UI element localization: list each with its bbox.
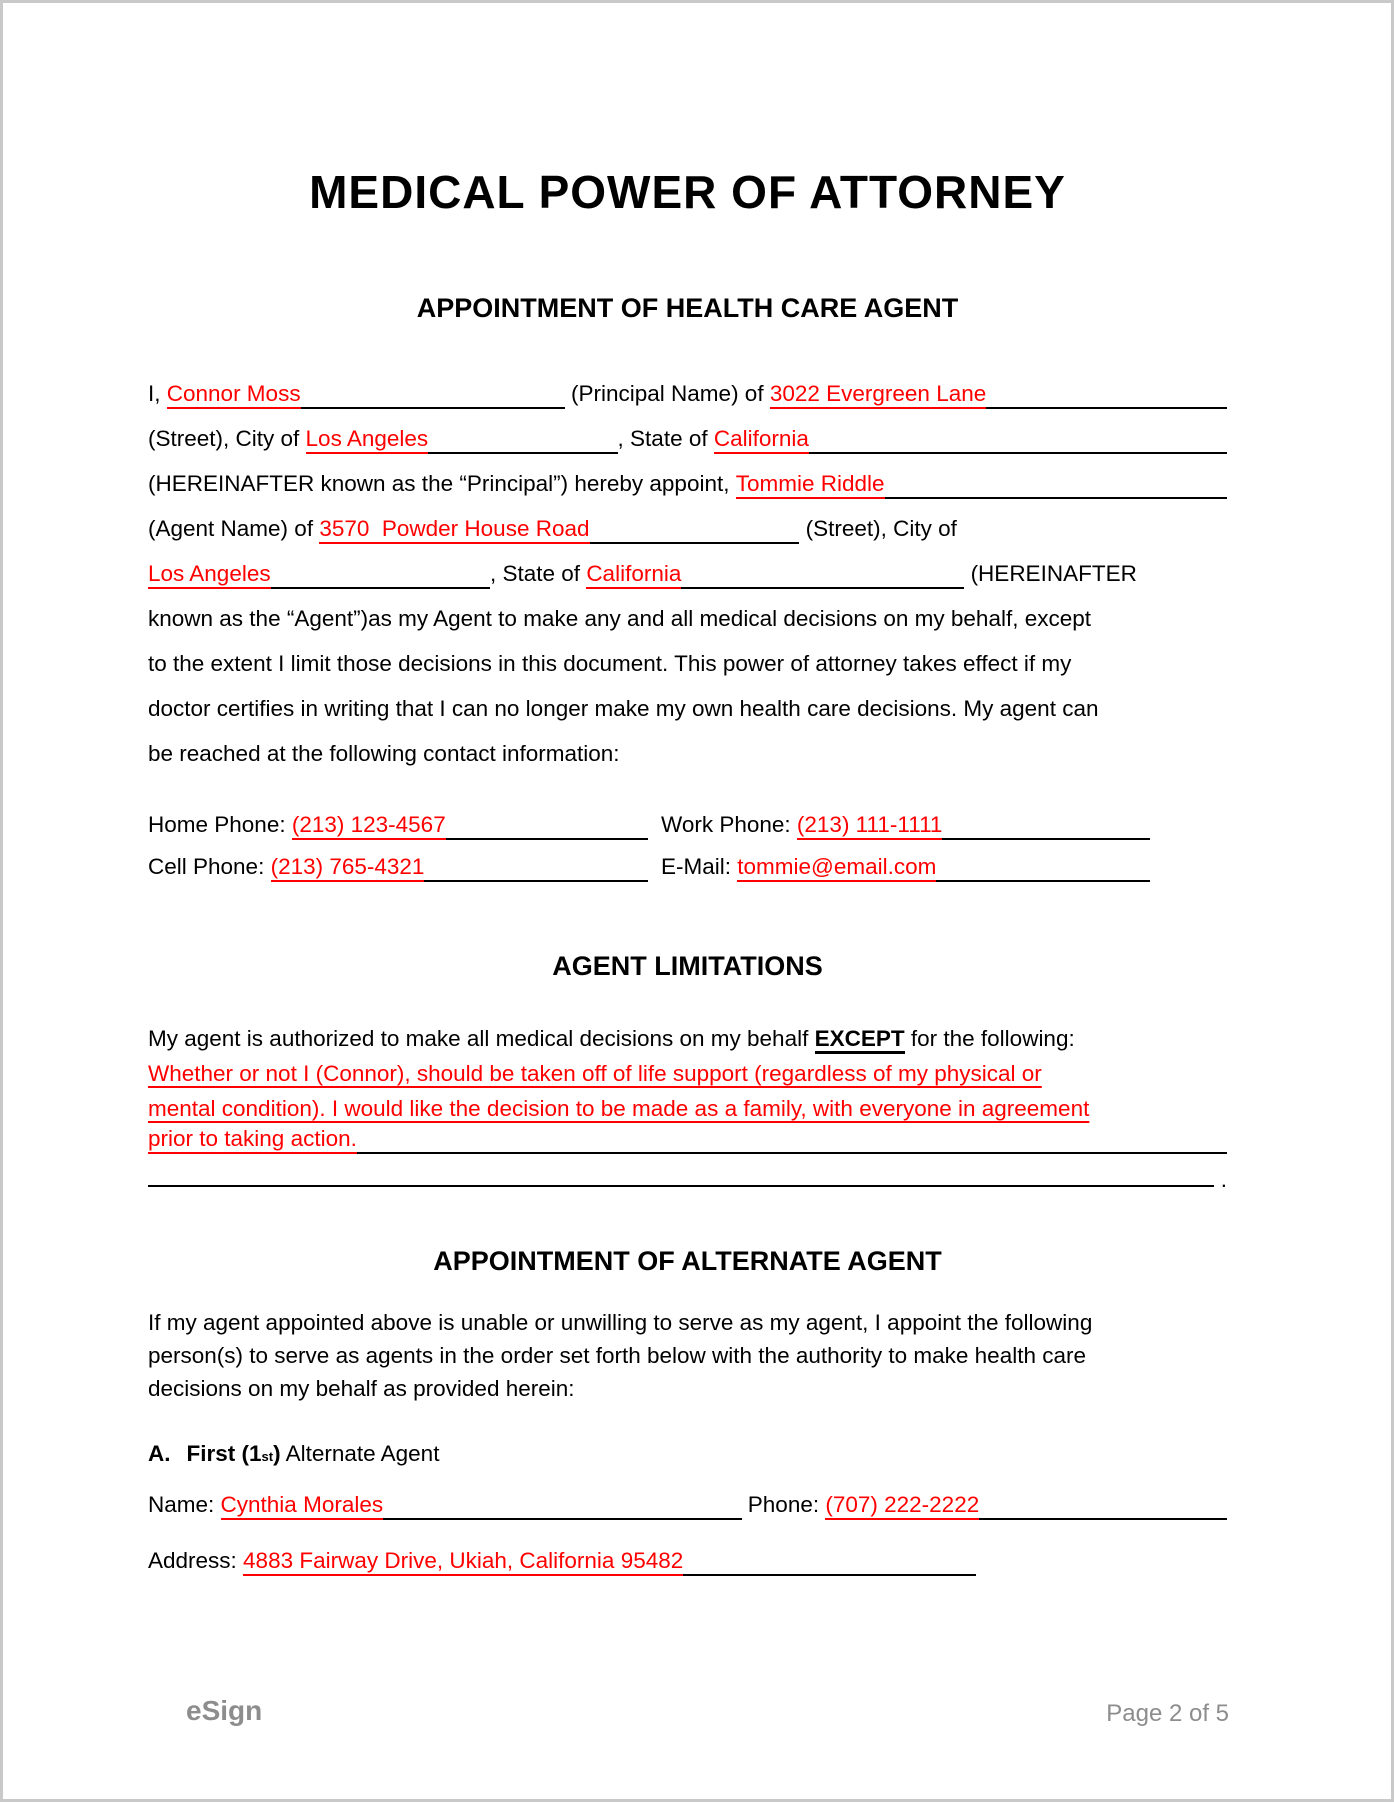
limitation-tail-field bbox=[148, 1126, 1227, 1154]
static-text: (Agent Name) of bbox=[148, 516, 320, 541]
esign-logo: eSign bbox=[186, 1695, 263, 1726]
limitation-value-line2: mental condition). I would like the decision to be made as a family, with everyone in agreement bbox=[148, 1096, 1090, 1121]
principal-city-field bbox=[306, 426, 618, 454]
paragraph-line: doctor certifies in writing that I can no longer make my own health care decisions. My agent can bbox=[148, 696, 1099, 721]
blank-line bbox=[942, 814, 1150, 840]
agent-street-field bbox=[319, 516, 799, 544]
document-title: MEDICAL POWER OF ATTORNEY bbox=[309, 166, 1066, 218]
principal-street-value: 3022 Evergreen Lane bbox=[770, 381, 986, 409]
cell-phone-value: (213) 765-4321 bbox=[271, 854, 425, 882]
static-text: I, bbox=[148, 381, 167, 406]
static-text: for the following: bbox=[904, 1026, 1075, 1051]
home-phone-field bbox=[292, 812, 648, 840]
paragraph-line: known as the “Agent”)as my Agent to make any and all medical decisions on my behalf, except bbox=[148, 606, 1092, 631]
agent-name-value: Tommie Riddle bbox=[736, 471, 885, 499]
blank-line bbox=[681, 563, 964, 589]
static-text: , State of bbox=[490, 561, 587, 586]
static-text: (Street), City of bbox=[148, 426, 306, 451]
principal-name-field bbox=[167, 381, 565, 409]
alternate-name-value: Cynthia Morales bbox=[221, 1492, 384, 1520]
section-heading-health-care-agent: APPOINTMENT OF HEALTH CARE AGENT bbox=[416, 293, 959, 323]
principal-name-value: Connor Moss bbox=[167, 381, 301, 409]
limitation-text-line-with-blank bbox=[148, 1126, 1227, 1161]
page-indicator: Page 2 of 5 bbox=[1106, 1700, 1229, 1727]
limitation-empty-blank-line bbox=[148, 1161, 1227, 1197]
section-heading-agent-limitations: AGENT LIMITATIONS bbox=[552, 951, 823, 981]
closing-period: . bbox=[1214, 1167, 1227, 1192]
work-phone-value: (213) 111-1111 bbox=[797, 812, 943, 840]
blank-line bbox=[271, 563, 490, 589]
agent-state-value: California bbox=[586, 561, 681, 589]
paragraph-line: If my agent appointed above is unable or unwilling to serve as my agent, I appoint the following bbox=[148, 1310, 1093, 1335]
static-text: (HEREINAFTER bbox=[964, 561, 1137, 586]
blank-line bbox=[590, 518, 800, 544]
limitation-value-line1: Whether or not I (Connor), should be taken off of life support (regardless of my physical or bbox=[148, 1061, 1042, 1086]
principal-state-value: California bbox=[714, 426, 809, 454]
home-phone-value: (213) 123-4567 bbox=[292, 812, 446, 840]
item-label-rest: Alternate Agent bbox=[280, 1441, 440, 1466]
static-text: (Principal Name) of bbox=[564, 381, 770, 406]
alternate-phone-field bbox=[825, 1492, 1227, 1520]
agent-street-value: 3570 Powder House Road bbox=[319, 516, 589, 544]
contact-row-phones bbox=[148, 804, 1227, 846]
blank-line bbox=[428, 428, 617, 454]
paragraph-line: to the extent I limit those decisions in this document. This power of attorney takes effect if my bbox=[148, 651, 1072, 676]
limitation-value-line3: prior to taking action. bbox=[148, 1126, 357, 1154]
blank-line bbox=[383, 1494, 741, 1520]
agent-limitations-block bbox=[148, 1021, 1227, 1197]
work-phone-group bbox=[661, 804, 1150, 846]
alternate-address-value: 4883 Fairway Drive, Ukiah, California 95482 bbox=[243, 1548, 683, 1576]
blank-line bbox=[301, 383, 565, 409]
first-alternate-agent-item: A. First (1 st ) Alternate Agent bbox=[148, 1439, 1227, 1469]
section-heading-alternate-agent: APPOINTMENT OF ALTERNATE AGENT bbox=[433, 1246, 942, 1276]
blank-line bbox=[809, 428, 1227, 454]
alternate-name-field bbox=[221, 1492, 742, 1520]
limitation-text-line bbox=[148, 1091, 1227, 1126]
principal-street-field bbox=[770, 381, 1227, 409]
work-phone-label: Work Phone: bbox=[661, 812, 797, 837]
agent-state-field bbox=[586, 561, 964, 589]
email-label: E-Mail: bbox=[661, 854, 738, 879]
static-text: My agent is authorized to make all medical decisions on my behalf bbox=[148, 1026, 815, 1051]
principal-city-value: Los Angeles bbox=[306, 426, 429, 454]
limitation-text-line bbox=[148, 1056, 1227, 1091]
address-label: Address: bbox=[148, 1548, 244, 1573]
work-phone-field bbox=[797, 812, 1150, 840]
email-value: tommie@email.com bbox=[737, 854, 936, 882]
form-line-agent-city-state bbox=[148, 551, 1227, 596]
email-group bbox=[661, 846, 1150, 888]
static-text: (HEREINAFTER known as the “Principal”) hereby appoint, bbox=[148, 471, 736, 496]
paragraph-line: be reached at the following contact information: bbox=[148, 741, 620, 766]
static-text: (Street), City of bbox=[799, 516, 957, 541]
cell-phone-label: Cell Phone: bbox=[148, 854, 271, 879]
static-text: , State of bbox=[617, 426, 714, 451]
principal-state-field bbox=[714, 426, 1227, 454]
appointment-paragraph bbox=[148, 371, 1227, 776]
blank-line bbox=[446, 814, 648, 840]
blank-line bbox=[936, 856, 1150, 882]
name-label: Name: bbox=[148, 1492, 221, 1517]
phone-label: Phone: bbox=[741, 1492, 826, 1517]
blank-line bbox=[986, 383, 1227, 409]
home-phone-group bbox=[148, 804, 648, 846]
page-content bbox=[3, 166, 1391, 1577]
item-label-bold: First (1 bbox=[186, 1441, 262, 1466]
email-field bbox=[737, 854, 1150, 882]
agent-city-value: Los Angeles bbox=[148, 561, 271, 589]
limitations-intro-line bbox=[148, 1021, 1227, 1056]
item-label-bold-end: ) bbox=[273, 1441, 281, 1466]
alternate-phone-value: (707) 222-2222 bbox=[825, 1492, 979, 1520]
contact-row-cell-email bbox=[148, 846, 1227, 888]
alternate-address-row bbox=[148, 1545, 1227, 1577]
agent-contact-block bbox=[148, 804, 1227, 888]
cell-phone-group bbox=[148, 846, 648, 888]
alternate-agent-paragraph bbox=[148, 1306, 1227, 1405]
item-letter: A. bbox=[148, 1441, 171, 1466]
cell-phone-field bbox=[271, 854, 648, 882]
blank-line bbox=[885, 473, 1227, 499]
empty-blank-field bbox=[148, 1161, 1214, 1187]
form-line-principal-city-state bbox=[148, 416, 1227, 461]
form-line-agent-street bbox=[148, 506, 1227, 551]
paragraph-line: person(s) to serve as agents in the order set forth below with the authority to make health care bbox=[148, 1343, 1086, 1368]
form-line-agent-name bbox=[148, 461, 1227, 506]
blank-line bbox=[148, 1161, 1214, 1187]
blank-line bbox=[357, 1128, 1227, 1154]
blank-line bbox=[683, 1550, 976, 1576]
paragraph-line: decisions on my behalf as provided herein: bbox=[148, 1376, 575, 1401]
agent-city-field bbox=[148, 561, 490, 589]
alternate-address-field bbox=[243, 1548, 976, 1576]
blank-line bbox=[979, 1494, 1227, 1520]
home-phone-label: Home Phone: bbox=[148, 812, 292, 837]
blank-line bbox=[424, 856, 648, 882]
agent-name-field bbox=[736, 471, 1227, 499]
alternate-name-phone-row bbox=[148, 1489, 1227, 1521]
form-line-principal bbox=[148, 371, 1227, 416]
except-emphasis: EXCEPT bbox=[815, 1026, 905, 1054]
